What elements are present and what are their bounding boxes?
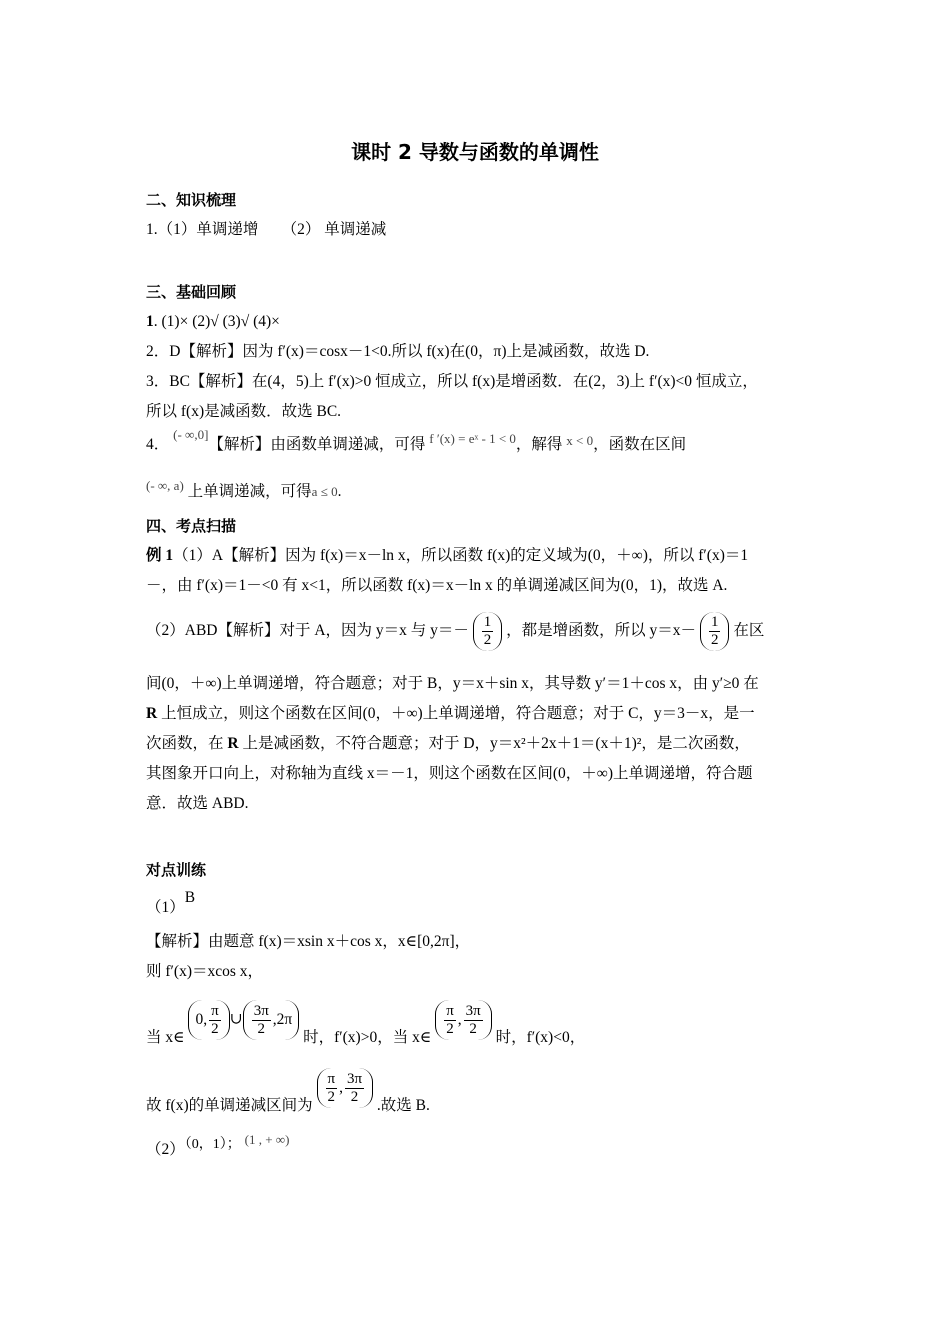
example-1-line-2: －，由 f′(x)＝1－<0 有 x<1，所以函数 f(x)＝x－ln x 的单调递减区间为(0，1)，故选 A. <box>146 577 728 594</box>
interval-formula: (- ∞,0] <box>173 427 209 442</box>
fraction <box>482 614 494 649</box>
fraction <box>252 1003 271 1038</box>
fraction <box>709 614 721 649</box>
example-label: 例 1 <box>146 547 174 564</box>
example-text: 在区 <box>733 622 765 640</box>
fraction-denominator: 2 <box>469 1020 477 1037</box>
review-line-3b: 所以 f(x)是减函数．故选 BC. <box>146 403 342 420</box>
interval-formula: (- ∞, a) <box>146 478 184 493</box>
inequality-formula: a ≤ 0 <box>311 484 338 499</box>
fraction-denominator: 2 <box>446 1020 454 1037</box>
practice-answer: B <box>184 889 196 906</box>
fraction-numerator: π <box>211 1002 219 1019</box>
practice-1-line-1: 【解析】由题意 f(x)＝xsin x＋cos x，x∈[0,2π]， <box>146 933 471 950</box>
example-2-line-5: 其图象开口向上，对称轴为直线 x＝－1，则这个函数在区间(0，＋∞)上单调递增，符合题 <box>146 765 753 782</box>
review-line-4 <box>146 427 687 455</box>
review-line-3a: 3．BC【解析】在(4，5)上 f′(x)>0 恒成立，所以 f(x)是增函数．在(2，3)上 f′(x)<0 恒成立， <box>146 373 758 390</box>
fraction-denominator: 2 <box>257 1020 265 1037</box>
practice-text: 故 f(x)的单调递减区间为 <box>146 1096 313 1114</box>
interval-end: ,2π <box>272 1011 293 1028</box>
interval-paren <box>243 1000 300 1040</box>
fraction-paren <box>700 612 730 651</box>
example-text: 上恒成立，则这个函数在区间(0，＋∞)上单调递增，符合题意；对于 C，y＝3－x，是一 <box>157 705 755 722</box>
practice-text: .故选 B. <box>376 1096 430 1114</box>
explanation-text: . <box>337 483 342 500</box>
practice-number: （1） <box>146 899 185 916</box>
inequality-formula: x < 0 <box>566 433 594 448</box>
fraction-numerator: 1 <box>483 614 492 630</box>
item-number: 4． <box>146 436 170 453</box>
practice-1-line-4 <box>146 1068 430 1114</box>
fraction-denominator: 2 <box>710 632 719 648</box>
fraction-denominator: 2 <box>483 632 492 648</box>
section-heading-knowledge: 二、知识梳理 <box>146 191 237 209</box>
example-2-line-2: 间(0，＋∞)上单调递增，符合题意；对于 B，y＝x＋sin x，其导数 y′＝1＋cos x，由 y′≥0 在 <box>146 675 759 692</box>
review-line-2: 2．D【解析】因为 f′(x)＝cosx－1<0.所以 f(x)在(0，π)上是减函数，故选 D. <box>146 343 650 360</box>
example-text: 上是减函数，不符合题意；对于 D，y＝x²＋2x＋1＝(x＋1)²，是二次函数， <box>238 735 750 752</box>
interval-paren: $\frac{\pi}{2}$ , $\frac{3\pi}{2}$ <box>435 1000 492 1040</box>
example-text: ，都是增函数，所以 y＝x－ <box>506 622 697 640</box>
interval-start: 0, <box>195 1011 208 1028</box>
fraction-paren <box>473 612 503 651</box>
practice-answer: （0，1）； <box>184 1137 241 1152</box>
interval-paren: $\frac{\pi}{2}$ , $\frac{3\pi}{2}$ <box>317 1068 374 1108</box>
real-set-symbol: R <box>146 705 158 722</box>
section-heading-review: 三、基础回顾 <box>146 283 237 301</box>
fraction-numerator: 3π <box>253 1002 269 1019</box>
example-text: （2）ABD【解析】对于 A，因为 y＝x 与 y＝－ <box>146 622 469 640</box>
example-2-line-6: 意．故选 ABD. <box>146 795 249 812</box>
section-heading-practice: 对点训练 <box>146 861 207 879</box>
fraction <box>345 1071 364 1106</box>
practice-1-label-line <box>146 889 196 918</box>
derivative-formula: f ′(x) = eˣ - 1 < 0 <box>429 431 516 446</box>
knowledge-line-1: 1.（1）单调递增 （2） 单调递减 <box>146 221 387 238</box>
page-title: 课时 2 导数与函数的单调性 <box>351 140 599 164</box>
example-text: 次函数，在 <box>146 735 228 752</box>
fraction-numerator: 3π <box>465 1002 481 1019</box>
explanation-text: 上单调递减，可得 <box>187 483 312 500</box>
explanation-text: ，解得 <box>515 436 563 453</box>
review-number: 1 <box>146 313 154 330</box>
union-symbol: ∪ <box>229 1010 243 1028</box>
example-1-line-1 <box>146 546 748 566</box>
fraction <box>444 1003 456 1038</box>
fraction-numerator: π <box>327 1070 336 1087</box>
fraction-denominator: 2 <box>211 1020 219 1037</box>
practice-number: （2） <box>146 1141 185 1158</box>
fraction <box>209 1003 221 1038</box>
example-text: （1）A【解析】因为 f(x)＝x－ln x，所以函数 f(x)的定义域为(0，＋∞)，所以 f′(x)＝1 <box>173 547 749 564</box>
example-2-line-3 <box>146 704 755 724</box>
interval-paren <box>188 1000 229 1040</box>
fraction-numerator: 3π <box>346 1070 363 1087</box>
review-line-5 <box>146 478 342 502</box>
fraction-numerator: 1 <box>710 614 719 630</box>
interval-formula: (1 , + ∞) <box>244 1132 290 1147</box>
explanation-text: 【解析】由函数单调递减，可得 <box>208 436 426 453</box>
practice-2-line <box>146 1132 290 1161</box>
real-set-symbol: R <box>227 735 239 752</box>
fraction-numerator: π <box>446 1002 454 1019</box>
practice-1-line-2: 则 f′(x)＝xcos x， <box>146 963 264 980</box>
practice-1-line-3 <box>146 1000 586 1046</box>
explanation-text: ，函数在区间 <box>593 436 687 453</box>
section-heading-scan: 四、考点扫描 <box>146 517 237 535</box>
fraction-denominator: 2 <box>350 1088 359 1105</box>
fraction <box>326 1071 338 1106</box>
practice-text: 当 x∈ <box>146 1028 185 1046</box>
practice-text: 时，f′(x)>0，当 x∈ <box>303 1028 432 1046</box>
example-2-line-4 <box>146 734 750 754</box>
practice-text: 时，f′(x)<0， <box>495 1028 586 1046</box>
fraction <box>464 1003 483 1038</box>
review-line-1 <box>146 312 280 332</box>
review-answers: . (1)× (2)√ (3)√ (4)× <box>153 313 280 330</box>
fraction-denominator: 2 <box>327 1088 336 1105</box>
example-2-line-1 <box>146 612 764 651</box>
